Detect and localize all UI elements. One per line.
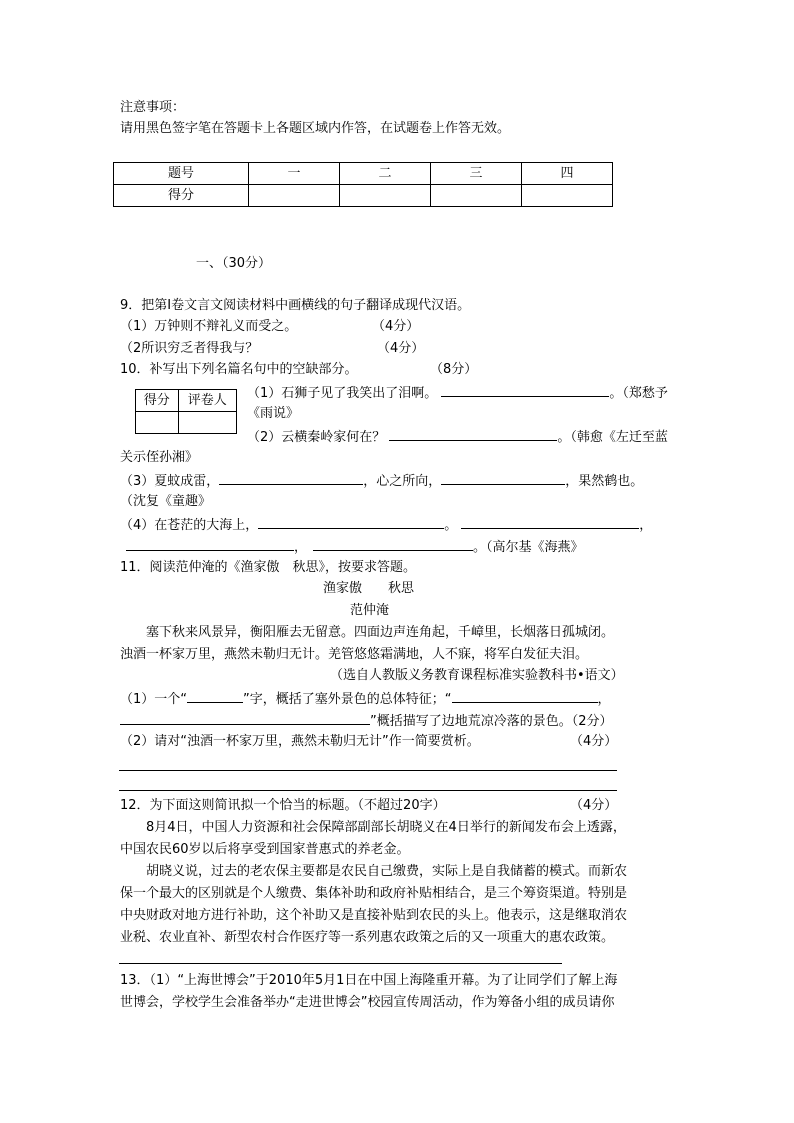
grader-box-grader-cell[interactable]	[178, 412, 236, 434]
score-table-header: 四	[522, 163, 613, 185]
q9-stem: 9．把第Ⅰ卷文言文阅读材料中画横线的句子翻译成现代汉语。	[120, 298, 471, 313]
score-table	[113, 162, 613, 207]
score-cell[interactable]	[522, 185, 613, 207]
q13-line2: 世博会，学校学生会准备举办“走进世博会”校园宣传周活动，作为筹备小组的成员请你	[120, 995, 615, 1010]
q11-sub1-blank-2[interactable]	[452, 690, 598, 703]
q11-sub2-points: （4分）	[570, 734, 618, 749]
q12-para1-line1: 8月4日，中国人力资源和社会保障部副部长胡晓义在4日举行的新闻发布会上透露，	[146, 820, 626, 835]
grader-box-grader-label: 评卷人	[178, 390, 236, 412]
q10-item3-suffix: ，果然鹤也。	[565, 474, 644, 489]
score-cell[interactable]	[249, 185, 340, 207]
q11-sub2: （2）请对“浊酒一杯家万里，燕然未勒归无计”作一简要赏析。	[120, 734, 480, 749]
q10-item4-line2	[126, 538, 584, 556]
grader-box-score-cell[interactable]	[136, 412, 179, 434]
q12-points: （4分）	[570, 798, 618, 813]
q10-item2-blank[interactable]	[389, 428, 557, 441]
q11-sub1-d: ”概括描写了边地荒凉冷落的景色。（2分）	[370, 714, 613, 729]
score-table-header: 题号	[114, 163, 249, 185]
q12-para2-line1: 胡晓义说，过去的老农保主要都是农民自己缴费，实际上是自我储蓄的模式。而新农	[146, 864, 628, 879]
q10-item2	[247, 428, 668, 446]
q12-para1-line2: 中国农民60岁以后将享受到国家普惠式的养老金。	[120, 842, 410, 857]
section-title: 一、（30分）	[196, 256, 272, 271]
q11-stem: 11．阅读范仲淹的《渔家傲 秋思》，按要求答题。	[120, 560, 417, 575]
q12-stem: 12．为下面这则简讯拟一个恰当的标题。（不超过20字）	[120, 798, 446, 813]
q10-item4-suffix: 。（高尔基《海燕》	[473, 540, 584, 555]
q10-item4	[120, 516, 652, 534]
q10-item3-mid: ，心之所向，	[363, 474, 442, 489]
q10-item4-prefix: （4）在苍茫的大海上，	[120, 518, 259, 533]
q10-item2-prefix: （2）云横秦岭家何在？	[247, 430, 386, 445]
score-table-score-row	[114, 185, 613, 207]
poem-title: 渔家傲 秋思	[323, 581, 415, 596]
q9-item1: （1）万钟则不辩礼义而受之。	[120, 319, 298, 334]
notice-text: 请用黑色签字笔在答题卡上各题区域内作答，在试题卷上作答无效。	[120, 121, 511, 136]
q10-item4-blank-2[interactable]	[461, 516, 639, 529]
score-table-header: 一	[249, 163, 340, 185]
grader-box-score-label: 得分	[136, 390, 179, 412]
poem-line-1: 塞下秋来风景异，衡阳雁去无留意。四面边声连角起，千嶂里，长烟落日孤城闭。	[146, 625, 615, 640]
q10-item1-prefix: （1）石狮子见了我笑出了泪啊。	[247, 386, 438, 401]
q10-item3-source: （沈复《童趣》	[120, 494, 212, 509]
q12-para2-line3: 中央财政对地方进行补助，这个补助又是直接补贴到农民的头上。他表示，这是继取消农	[120, 908, 628, 923]
q9-item1-points: （4分）	[372, 319, 420, 334]
q11-sub1-c: ，	[597, 692, 611, 707]
q10-item2-source: 关示侄孙湘》	[120, 450, 199, 465]
answer-line[interactable]	[119, 963, 562, 964]
q10-item3-blank-1[interactable]	[219, 472, 363, 485]
q12-para2-line2: 保一个最大的区别就是个人缴费、集体补助和政府补贴相结合，是三个筹资渠道。特别是	[120, 886, 628, 901]
q10-item4-mid3: ，	[294, 540, 308, 555]
q10-stem: 10．补写出下列名篇名句中的空缺部分。	[120, 362, 358, 377]
score-table-header: 二	[340, 163, 431, 185]
q10-item1-suffix: 。（郑愁予	[609, 386, 668, 401]
q10-item3-blank-2[interactable]	[441, 472, 565, 485]
q12-para2-line4: 业税、农业直补、新型农村合作医疗等一系列惠农政策之后的又一项重大的惠农政策。	[120, 930, 615, 945]
poem-source: （选自人教版义务教育课程标准实验教科书•语文）	[330, 668, 624, 683]
q10-item1-source: 《雨说》	[247, 406, 300, 421]
q11-sub1-line2	[120, 712, 613, 730]
grader-box	[135, 389, 237, 434]
q9-item2-points: （4分）	[377, 341, 425, 356]
q10-item4-mid1: 。	[444, 518, 458, 533]
q10-item1-blank[interactable]	[441, 384, 609, 397]
q10-item1	[247, 384, 668, 402]
score-cell[interactable]	[340, 185, 431, 207]
q10-points: （8分）	[430, 362, 478, 377]
q11-sub1-b: ”字，概括了塞外景色的总体特征；“	[243, 692, 452, 707]
q10-item4-blank-4[interactable]	[313, 538, 473, 551]
score-row-label: 得分	[114, 185, 249, 207]
q10-item4-blank-1[interactable]	[258, 516, 444, 529]
q11-sub1-blank-3[interactable]	[120, 712, 370, 725]
score-table-header: 三	[431, 163, 522, 185]
answer-line[interactable]	[119, 790, 617, 791]
q13-line1: 13．（1）“上海世博会”于2010年5月1日在中国上海隆重开幕。为了让同学们了解上海	[120, 973, 618, 988]
q11-sub1-blank-1[interactable]	[187, 690, 243, 703]
q10-item4-mid2: ，	[639, 518, 653, 533]
poem-line-2: 浊酒一杯家万里，燕然未勒归无计。羌管悠悠霜满地，人不寐，将军白发征夫泪。	[120, 647, 589, 662]
answer-line[interactable]	[119, 770, 617, 771]
score-table-header-row	[114, 163, 613, 185]
q9-item2: （2所识穷乏者得我与？	[120, 341, 259, 356]
q10-item2-suffix: 。（韩愈《左迁至蓝	[557, 430, 668, 445]
poem-author: 范仲淹	[350, 603, 390, 618]
score-cell[interactable]	[431, 185, 522, 207]
q10-item4-blank-3[interactable]	[126, 538, 294, 551]
q11-sub1	[120, 690, 611, 708]
q11-sub1-a: （1）一个“	[120, 692, 188, 707]
q10-item3-prefix: （3）夏蚊成雷，	[120, 474, 220, 489]
q10-item3	[120, 472, 643, 490]
notice-title: 注意事项：	[120, 100, 186, 115]
